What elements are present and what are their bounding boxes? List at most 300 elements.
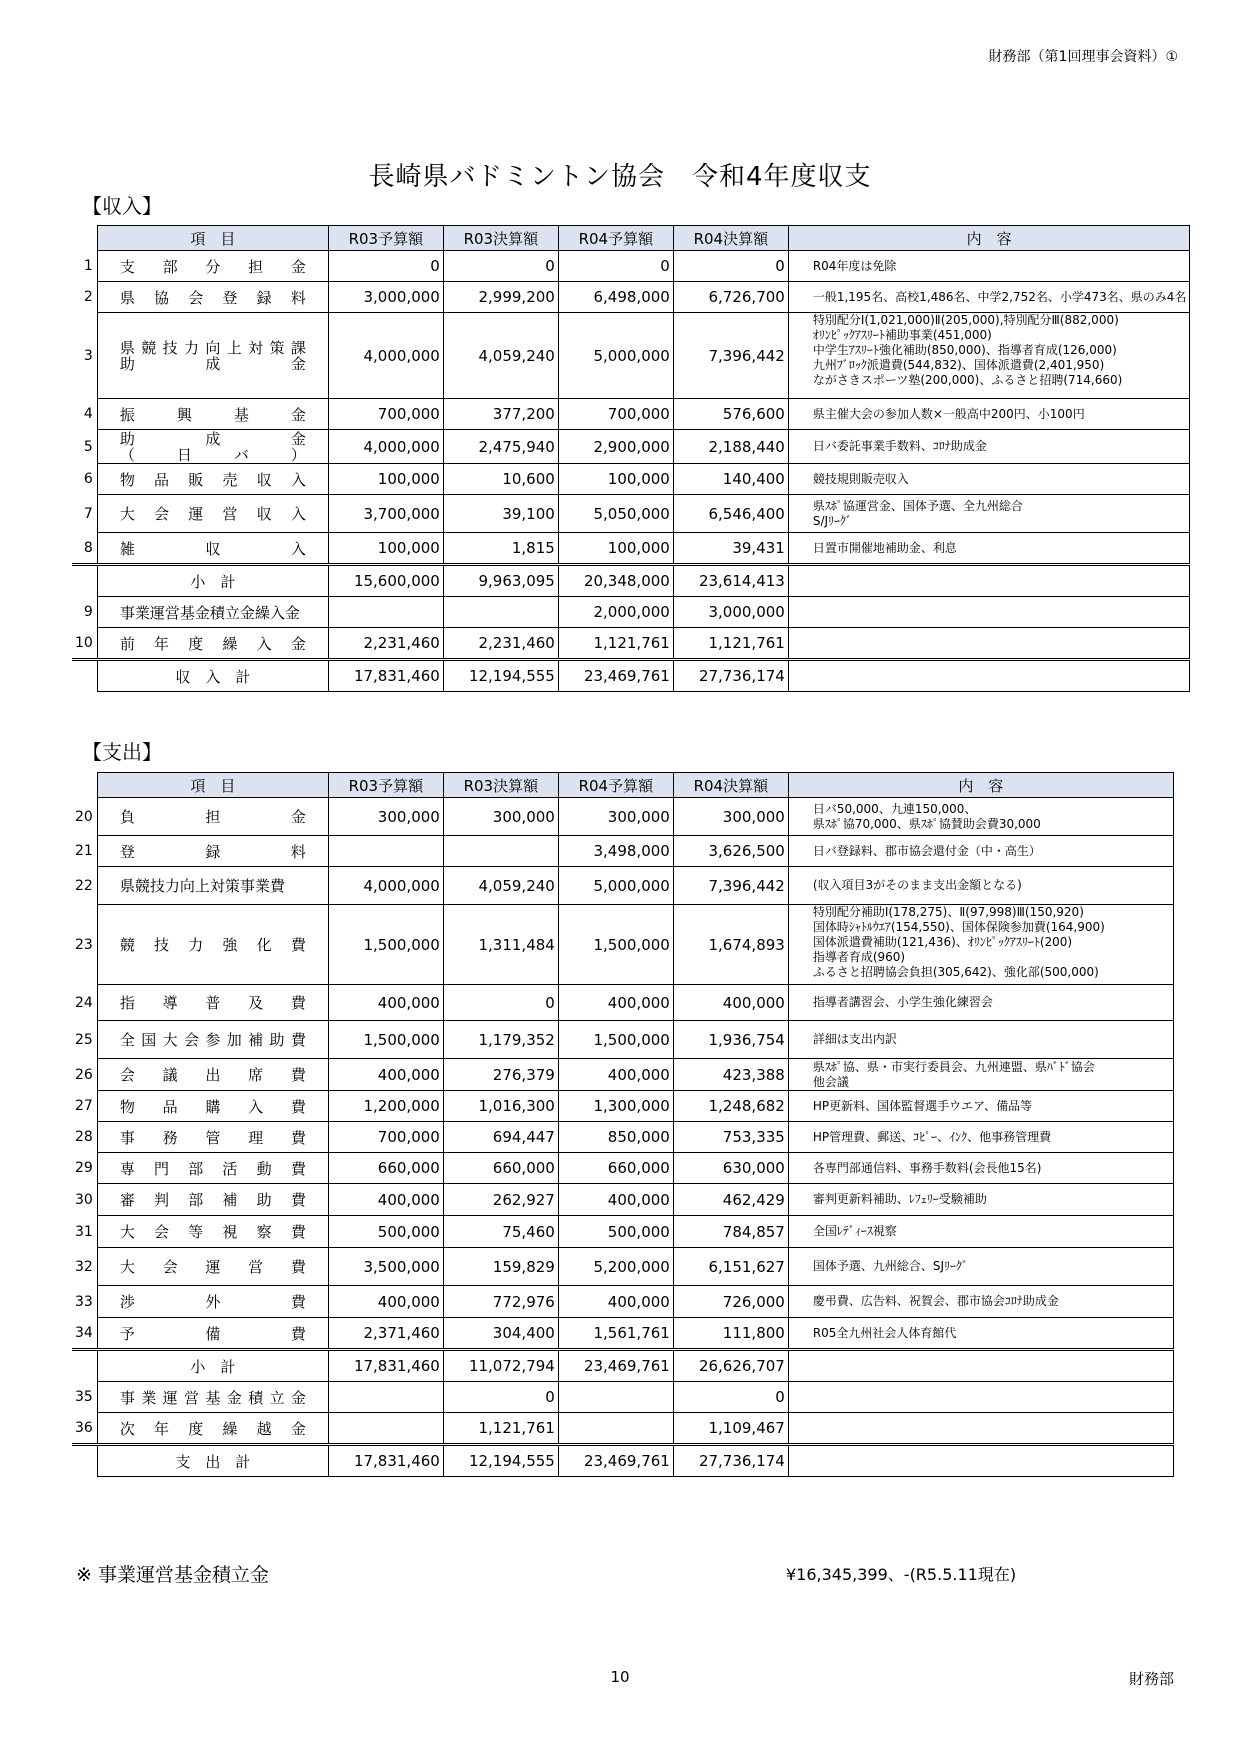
r04-actual-value: 23,614,413 <box>673 565 788 597</box>
column-header-description: 内 容 <box>788 773 1173 798</box>
description-line: 指導者育成(960) <box>812 950 906 964</box>
column-header-item: 項 目 <box>97 226 328 251</box>
description <box>788 430 1190 464</box>
description <box>788 1350 1173 1382</box>
r03-actual-value: 660,000 <box>443 1153 558 1184</box>
page-number: 10 <box>610 1668 630 1686</box>
r03-actual-value: 262,927 <box>443 1184 558 1216</box>
r04-budget-value: 400,000 <box>558 1059 673 1091</box>
description <box>788 798 1173 836</box>
table-row <box>72 1153 1173 1184</box>
description <box>788 1248 1173 1286</box>
r03-budget-value: 15,600,000 <box>328 565 443 597</box>
r03-budget-value: 4,000,000 <box>328 867 443 905</box>
item-name: 事業運営基金積立金 <box>97 1382 328 1413</box>
description <box>788 660 1190 692</box>
row-number: 1 <box>83 258 93 274</box>
description-line: 各専門部通信料、事務手数料(会長他15名) <box>812 1160 1042 1175</box>
r03-budget-value: 3,000,000 <box>328 282 443 313</box>
column-header-r03-actual: R03決算額 <box>443 773 558 798</box>
description-line: 日バ50,000、九連150,000、 <box>812 801 977 816</box>
r04-budget-value: 1,561,761 <box>558 1318 673 1350</box>
r03-budget-value: 3,700,000 <box>328 495 443 533</box>
r03-actual-value: 772,976 <box>443 1286 558 1318</box>
expense-table <box>72 772 1174 1477</box>
subtotal-row-label: 小 計 <box>97 565 328 597</box>
r03-budget-value <box>328 1382 443 1413</box>
table-row <box>72 628 1190 660</box>
r04-actual-value: 7,396,442 <box>673 867 788 905</box>
row-number: 36 <box>75 1419 93 1436</box>
r03-budget-value: 1,200,000 <box>328 1091 443 1122</box>
description-line: 詳細は支出内訳 <box>812 1032 897 1046</box>
column-header-item: 項 目 <box>97 773 328 798</box>
r03-budget-value: 0 <box>328 251 443 282</box>
description <box>788 399 1190 430</box>
row-number: 7 <box>83 505 93 522</box>
r04-actual-value: 26,626,707 <box>673 1350 788 1382</box>
r04-actual-value: 27,736,174 <box>673 660 788 692</box>
item-name: 次年度繰越金 <box>97 1413 328 1445</box>
row-number: 9 <box>83 604 93 620</box>
header-note: 財務部（第1回理事会資料）① <box>988 49 1178 65</box>
description-line: 慶弔費、広告料、祝賀会、郡市協会ｺﾛﾅ助成金 <box>812 1294 1059 1308</box>
table-row <box>72 464 1190 495</box>
table-row <box>72 905 1173 985</box>
r04-actual-value: 7,396,442 <box>673 313 788 399</box>
r03-budget-value: 4,000,000 <box>328 430 443 464</box>
r04-actual-value: 423,388 <box>673 1059 788 1091</box>
r04-budget-value: 20,348,000 <box>558 565 673 597</box>
r03-actual-value: 2,231,460 <box>443 628 558 660</box>
r04-budget-value: 23,469,761 <box>558 1350 673 1382</box>
r03-budget-value: 100,000 <box>328 464 443 495</box>
item-name <box>97 313 328 399</box>
column-header-r03-budget: R03予算額 <box>328 226 443 251</box>
description-line: 日バ委託事業手数料、ｺﾛﾅ助成金 <box>812 439 987 453</box>
description-line: ながさきスポーツ塾(200,000)、ふるさと招聘(714,660) <box>812 373 1123 387</box>
description <box>788 1413 1173 1445</box>
description-line: 日置市開催地補助金、利息 <box>812 540 957 555</box>
row-number: 21 <box>75 843 93 859</box>
r03-actual-value: 300,000 <box>443 798 558 836</box>
r03-budget-value: 400,000 <box>328 985 443 1021</box>
description-line: 県ｽﾎﾟ協70,000、県ｽﾎﾟ協賛助会費30,000 <box>812 816 1041 831</box>
row-number: 3 <box>83 347 93 364</box>
r03-actual-value: 2,999,200 <box>443 282 558 313</box>
column-header-r04-actual: R04決算額 <box>673 226 788 251</box>
item-name-line: 助成金 <box>119 354 306 373</box>
row-number: 29 <box>75 1160 93 1176</box>
row-number: 33 <box>75 1293 93 1310</box>
r04-actual-value: 1,674,893 <box>673 905 788 985</box>
description <box>788 1216 1173 1248</box>
description <box>788 1122 1173 1153</box>
r04-budget-value: 1,500,000 <box>558 905 673 985</box>
item-name: 前年度繰入金 <box>97 628 328 660</box>
description-line: 国体予選、九州総合、SJﾘｰｸﾞ <box>812 1259 968 1273</box>
r04-budget-value: 850,000 <box>558 1122 673 1153</box>
r03-budget-value: 4,000,000 <box>328 313 443 399</box>
item-name: 県競技力向上対策事業費 <box>97 867 328 905</box>
table-row <box>72 430 1190 464</box>
description-line: R05全九州社会人体育館代 <box>812 1325 957 1340</box>
item-name-line: 助成金 <box>119 429 306 448</box>
table-row <box>72 1413 1173 1445</box>
description-line: 競技規則販売収入 <box>812 471 909 486</box>
row-number: 26 <box>75 1066 93 1083</box>
item-name: 会議出席費 <box>97 1059 328 1091</box>
fund-reserve-label: ※ 事業運営基金積立金 <box>76 1564 269 1586</box>
r03-actual-value: 4,059,240 <box>443 313 558 399</box>
page-title: 長崎県バドミントン協会 令和4年度収支 <box>368 162 872 192</box>
r04-budget-value: 2,900,000 <box>558 430 673 464</box>
r04-actual-value: 1,248,682 <box>673 1091 788 1122</box>
description-line: 特別配分Ⅰ(1,021,000)Ⅱ(205,000),特別配分Ⅲ(882,000) <box>812 313 1119 327</box>
item-name: 渉外費 <box>97 1286 328 1318</box>
r04-actual-value: 3,000,000 <box>673 597 788 628</box>
r04-budget-value: 100,000 <box>558 464 673 495</box>
r03-actual-value: 0 <box>443 1382 558 1413</box>
r04-actual-value: 462,429 <box>673 1184 788 1216</box>
row-number: 25 <box>75 1031 93 1048</box>
income-table <box>72 225 1190 692</box>
description-line: 中学生ｱｽﾘｰﾄ強化補助(850,000)、指導者育成(126,000) <box>812 343 1117 357</box>
r04-budget-value: 23,469,761 <box>558 660 673 692</box>
description <box>788 1059 1173 1091</box>
column-header-r03-budget: R03予算額 <box>328 773 443 798</box>
row-number: 27 <box>75 1098 93 1114</box>
item-name: 物品購入費 <box>97 1091 328 1122</box>
item-name: 振興基金 <box>97 399 328 430</box>
table-row <box>72 399 1190 430</box>
table-row <box>72 836 1173 867</box>
r03-budget-value: 660,000 <box>328 1153 443 1184</box>
r04-actual-value: 2,188,440 <box>673 430 788 464</box>
description <box>788 836 1173 867</box>
r04-budget-value: 700,000 <box>558 399 673 430</box>
r03-budget-value: 17,831,460 <box>328 660 443 692</box>
description <box>788 985 1173 1021</box>
r03-budget-value: 400,000 <box>328 1059 443 1091</box>
item-name: 事業運営基金積立金繰入金 <box>97 597 328 628</box>
r03-actual-value: 12,194,555 <box>443 660 558 692</box>
item-name: 支部分担金 <box>97 251 328 282</box>
r04-budget-value: 5,000,000 <box>558 867 673 905</box>
description-line: (収入項目3がそのまま支出金額となる) <box>812 878 1022 892</box>
item-name: 指導普及費 <box>97 985 328 1021</box>
row-number: 4 <box>83 406 93 422</box>
row-number: 10 <box>75 634 93 651</box>
column-header-r04-budget: R04予算額 <box>558 773 673 798</box>
r03-budget-value: 300,000 <box>328 798 443 836</box>
row-number-header <box>72 226 97 251</box>
r04-actual-value: 27,736,174 <box>673 1445 788 1477</box>
r03-actual-value: 39,100 <box>443 495 558 533</box>
r03-budget-value: 2,371,460 <box>328 1318 443 1350</box>
row-number: 28 <box>75 1129 93 1145</box>
r03-actual-value: 12,194,555 <box>443 1445 558 1477</box>
description-line: 指導者講習会、小学生強化練習会 <box>812 995 993 1009</box>
item-name: 競技力強化費 <box>97 905 328 985</box>
r04-budget-value: 1,500,000 <box>558 1021 673 1059</box>
r03-actual-value: 10,600 <box>443 464 558 495</box>
subtotal-row <box>72 565 1190 597</box>
r03-actual-value: 4,059,240 <box>443 867 558 905</box>
r04-budget-value <box>558 1413 673 1445</box>
r04-budget-value: 2,000,000 <box>558 597 673 628</box>
r04-actual-value: 111,800 <box>673 1318 788 1350</box>
description <box>788 313 1190 399</box>
expense-section-label: 【支出】 <box>82 740 162 764</box>
r04-actual-value: 6,546,400 <box>673 495 788 533</box>
r03-budget-value: 1,500,000 <box>328 905 443 985</box>
item-name-line: （日バ） <box>119 445 306 464</box>
r03-budget-value: 17,831,460 <box>328 1350 443 1382</box>
r04-actual-value: 576,600 <box>673 399 788 430</box>
table-row <box>72 1318 1173 1350</box>
description-line: 特別配分補助Ⅰ(178,275)、Ⅱ(97,998)Ⅲ(150,920) <box>812 905 1084 919</box>
description <box>788 1021 1173 1059</box>
r04-actual-value: 1,121,761 <box>673 628 788 660</box>
r03-actual-value: 1,121,761 <box>443 1413 558 1445</box>
table-row <box>72 1184 1173 1216</box>
r04-budget-value: 5,050,000 <box>558 495 673 533</box>
r04-actual-value: 1,109,467 <box>673 1413 788 1445</box>
r04-budget-value: 500,000 <box>558 1216 673 1248</box>
description-line: ふるさと招聘協会負担(305,642)、強化部(500,000) <box>812 965 1099 979</box>
row-number-header <box>72 773 97 798</box>
r03-budget-value: 17,831,460 <box>328 1445 443 1477</box>
r04-actual-value: 6,151,627 <box>673 1248 788 1286</box>
description-line: 九州ﾌﾞﾛｯｸ派遣費(544,832)、国体派遣費(2,401,950) <box>812 358 1105 372</box>
description <box>788 251 1190 282</box>
item-name-line: 県競技力向上対策課 <box>119 338 306 357</box>
description-line: 国体時ｼｬﾄﾙｳｴｱ(154,550)、国体保険参加費(164,900) <box>812 920 1105 934</box>
r04-actual-value: 6,726,700 <box>673 282 788 313</box>
r03-actual-value: 159,829 <box>443 1248 558 1286</box>
table-row <box>72 313 1190 399</box>
description-line: 他会議 <box>812 1074 849 1089</box>
description-line: HP管理費、郵送、ｺﾋﾟｰ、ｲﾝｸ、他事務管理費 <box>812 1129 1052 1144</box>
r03-actual-value: 11,072,794 <box>443 1350 558 1382</box>
r04-actual-value: 630,000 <box>673 1153 788 1184</box>
row-number <box>72 660 97 692</box>
description <box>788 1445 1173 1477</box>
r04-budget-value <box>558 1382 673 1413</box>
r04-actual-value: 3,626,500 <box>673 836 788 867</box>
row-number: 30 <box>75 1191 93 1208</box>
description <box>788 1153 1173 1184</box>
total-row <box>72 660 1190 692</box>
subtotal-row-label: 小 計 <box>97 1350 328 1382</box>
r03-actual-value: 0 <box>443 985 558 1021</box>
description <box>788 1318 1173 1350</box>
r03-budget-value: 100,000 <box>328 533 443 565</box>
r04-budget-value: 400,000 <box>558 1286 673 1318</box>
r04-actual-value: 726,000 <box>673 1286 788 1318</box>
row-number: 23 <box>75 936 93 953</box>
column-header-r04-budget: R04予算額 <box>558 226 673 251</box>
expense-header-row <box>72 773 1173 798</box>
r04-actual-value: 1,936,754 <box>673 1021 788 1059</box>
r04-budget-value: 1,300,000 <box>558 1091 673 1122</box>
r04-actual-value: 0 <box>673 251 788 282</box>
r04-budget-value: 400,000 <box>558 1184 673 1216</box>
r03-actual-value: 377,200 <box>443 399 558 430</box>
item-name: 大会等視察費 <box>97 1216 328 1248</box>
description <box>788 1382 1173 1413</box>
r04-budget-value: 400,000 <box>558 985 673 1021</box>
r04-actual-value: 0 <box>673 1382 788 1413</box>
description <box>788 282 1190 313</box>
r04-budget-value: 5,200,000 <box>558 1248 673 1286</box>
r03-actual-value: 276,379 <box>443 1059 558 1091</box>
description-line: S/Jﾘｰｸﾞ <box>812 513 853 528</box>
fund-reserve-amount: ¥16,345,399、-(R5.5.11現在) <box>786 1565 1017 1584</box>
r03-budget-value: 500,000 <box>328 1216 443 1248</box>
r04-budget-value: 5,000,000 <box>558 313 673 399</box>
r04-budget-value: 1,121,761 <box>558 628 673 660</box>
r03-actual-value: 75,460 <box>443 1216 558 1248</box>
r03-actual-value: 304,400 <box>443 1318 558 1350</box>
total-row-label: 支 出 計 <box>97 1445 328 1477</box>
description-line: HP更新料、国体監督選手ウエア、備品等 <box>812 1098 1033 1113</box>
item-name <box>97 430 328 464</box>
table-row <box>72 282 1190 313</box>
table-row <box>72 1382 1173 1413</box>
r03-actual-value: 694,447 <box>443 1122 558 1153</box>
r03-budget-value: 400,000 <box>328 1184 443 1216</box>
description <box>788 565 1190 597</box>
r03-budget-value: 400,000 <box>328 1286 443 1318</box>
r04-actual-value: 140,400 <box>673 464 788 495</box>
item-name: 専門部活動費 <box>97 1153 328 1184</box>
r04-actual-value: 753,335 <box>673 1122 788 1153</box>
row-number: 5 <box>83 438 93 455</box>
table-row <box>72 533 1190 565</box>
table-row <box>72 867 1173 905</box>
table-row <box>72 1122 1173 1153</box>
r03-actual-value: 1,179,352 <box>443 1021 558 1059</box>
row-number <box>72 565 97 597</box>
table-row <box>72 1091 1173 1122</box>
item-name: 審判部補助費 <box>97 1184 328 1216</box>
row-number: 31 <box>75 1223 93 1240</box>
description <box>788 464 1190 495</box>
r04-actual-value: 39,431 <box>673 533 788 565</box>
table-row <box>72 251 1190 282</box>
description <box>788 628 1190 660</box>
r04-actual-value: 784,857 <box>673 1216 788 1248</box>
description <box>788 1286 1173 1318</box>
r04-budget-value: 6,498,000 <box>558 282 673 313</box>
row-number: 20 <box>75 808 93 825</box>
description-line: 全国ﾚﾃﾞｨｰｽ視察 <box>812 1224 897 1238</box>
r03-budget-value: 1,500,000 <box>328 1021 443 1059</box>
row-number: 6 <box>83 471 93 487</box>
r03-actual-value: 0 <box>443 251 558 282</box>
item-name: 負担金 <box>97 798 328 836</box>
r03-actual-value: 1,815 <box>443 533 558 565</box>
description <box>788 533 1190 565</box>
table-row <box>72 495 1190 533</box>
r03-budget-value: 700,000 <box>328 1122 443 1153</box>
r03-budget-value: 3,500,000 <box>328 1248 443 1286</box>
item-name: 大会運営費 <box>97 1248 328 1286</box>
item-name: 全国大会参加補助費 <box>97 1021 328 1059</box>
column-header-r03-actual: R03決算額 <box>443 226 558 251</box>
item-name: 雑収入 <box>97 533 328 565</box>
r04-budget-value: 100,000 <box>558 533 673 565</box>
description <box>788 597 1190 628</box>
total-row-label: 収 入 計 <box>97 660 328 692</box>
income-section-label: 【収入】 <box>82 194 162 218</box>
description <box>788 495 1190 533</box>
item-name: 事務管理費 <box>97 1122 328 1153</box>
r03-budget-value <box>328 597 443 628</box>
description-line: 一般1,195名、高校1,486名、中学2,752名、小学473名、県のみ4名 <box>812 289 1187 304</box>
description-line: 審判更新料補助、ﾚﾌｪﾘｰ受験補助 <box>812 1192 987 1206</box>
table-row <box>72 1286 1173 1318</box>
description-line: ｵﾘﾝﾋﾟｯｸｱｽﾘｰﾄ補助事業(451,000) <box>812 328 992 342</box>
description-line: 国体派遣費補助(121,436)、ｵﾘﾝﾋﾟｯｸｱｽﾘｰﾄ(200) <box>812 935 1073 949</box>
description-line: 県ｽﾎﾟ協、県・市実行委員会、九州連盟、県ﾊﾞﾄﾞ協会 <box>812 1059 1095 1074</box>
row-number: 24 <box>75 994 93 1011</box>
row-number: 22 <box>75 877 93 894</box>
table-row <box>72 597 1190 628</box>
row-number <box>72 1445 97 1477</box>
r04-budget-value: 0 <box>558 251 673 282</box>
r03-actual-value <box>443 836 558 867</box>
r03-actual-value: 1,311,484 <box>443 905 558 985</box>
income-header-row <box>72 226 1190 251</box>
description-line: 日バ登録料、郡市協会還付金（中・高生） <box>812 843 1041 858</box>
row-number: 32 <box>75 1258 93 1275</box>
table-row <box>72 798 1173 836</box>
subtotal-row <box>72 1350 1173 1382</box>
row-number: 34 <box>75 1324 93 1341</box>
r03-budget-value <box>328 1413 443 1445</box>
table-row <box>72 1216 1173 1248</box>
description <box>788 1091 1173 1122</box>
r04-budget-value: 3,498,000 <box>558 836 673 867</box>
r04-budget-value: 660,000 <box>558 1153 673 1184</box>
r03-budget-value: 2,231,460 <box>328 628 443 660</box>
row-number: 8 <box>83 539 93 556</box>
r03-actual-value: 1,016,300 <box>443 1091 558 1122</box>
table-row <box>72 1248 1173 1286</box>
row-number: 35 <box>75 1389 93 1405</box>
r03-actual-value: 9,963,095 <box>443 565 558 597</box>
item-name: 予備費 <box>97 1318 328 1350</box>
column-header-description: 内 容 <box>788 226 1190 251</box>
row-number <box>72 1350 97 1382</box>
description <box>788 1184 1173 1216</box>
description-line: 県主催大会の参加人数×一般高中200円、小100円 <box>812 406 1085 421</box>
table-row <box>72 1021 1173 1059</box>
total-row <box>72 1445 1173 1477</box>
r04-actual-value: 300,000 <box>673 798 788 836</box>
table-row <box>72 985 1173 1021</box>
item-name: 登録料 <box>97 836 328 867</box>
r03-budget-value: 700,000 <box>328 399 443 430</box>
item-name: 物品販売収入 <box>97 464 328 495</box>
table-row <box>72 1059 1173 1091</box>
item-name: 大会運営収入 <box>97 495 328 533</box>
description-line: R04年度は免除 <box>812 258 897 273</box>
description <box>788 867 1173 905</box>
